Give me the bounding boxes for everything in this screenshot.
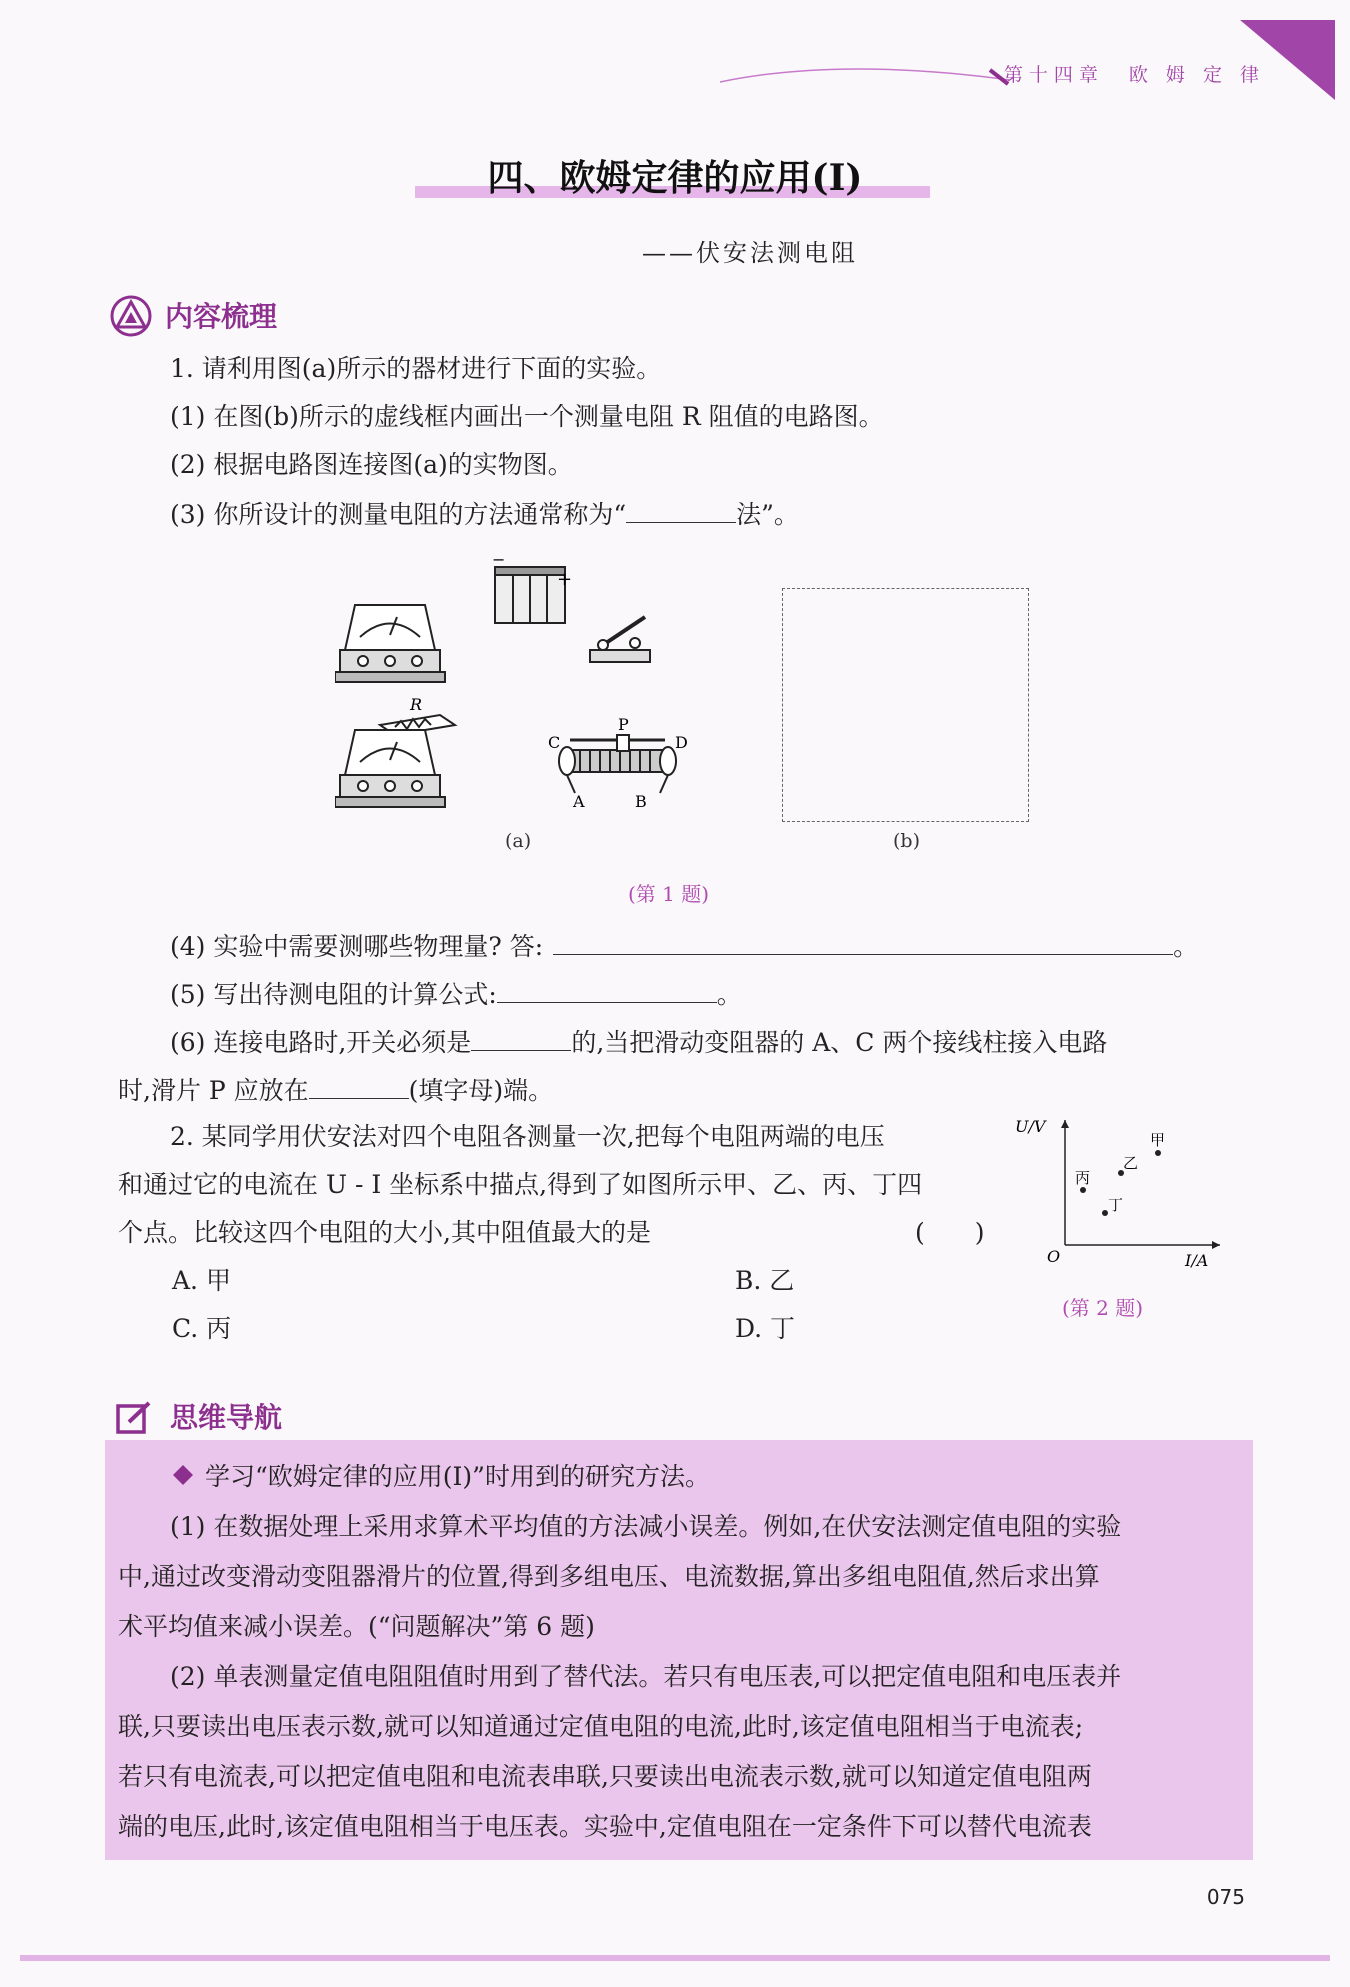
resistor-label: R: [410, 695, 423, 714]
option-a[interactable]: A. 甲: [172, 1266, 231, 1295]
header-swoosh: [720, 52, 1020, 92]
guide-p2-line2: 联,只要读出电压表示数,就可以知道通过定值电阻的电流,此时,该定值电阻相当于电流表;: [118, 1712, 1084, 1741]
q1-part5-end: 。: [716, 980, 742, 1009]
q2-line2: 和通过它的电流在 U - I 坐标系中描点,得到了如图所示甲、乙、丙、丁四: [118, 1170, 923, 1199]
answer-blank[interactable]: [553, 928, 1173, 955]
page-title: 四、欧姆定律的应用(Ⅰ): [487, 157, 863, 199]
chapter-header: 第十四章 欧 姆 定 律: [1003, 64, 1265, 86]
rheostat-a-label: A: [573, 792, 585, 811]
bottom-decoration: [20, 1955, 1330, 1961]
rheostat-c-label: C: [548, 733, 561, 752]
guide-p2-line4: 端的电压,此时,该定值电阻相当于电压表。实验中,定值电阻在一定条件下可以替代电流表: [118, 1812, 1092, 1841]
figure-a-apparatus: [335, 555, 715, 815]
q1-part6-line1: [170, 1024, 1107, 1060]
option-b[interactable]: B. 乙: [735, 1266, 795, 1295]
q1-part5-text: (5) 写出待测电阻的计算公式:: [170, 980, 497, 1009]
q2-line1: 2. 某同学用伏安法对四个电阻各测量一次,把每个电阻两端的电压: [170, 1122, 885, 1151]
ui-graph: [1015, 1110, 1230, 1270]
point-bing: [1080, 1187, 1086, 1193]
answer-bracket[interactable]: ( ): [915, 1218, 985, 1247]
q1-part5: [170, 976, 742, 1012]
q1-part4-text: (4) 实验中需要测哪些物理量? 答:: [170, 932, 544, 961]
q1-part3-text-b: 法”。: [736, 500, 799, 529]
answer-blank[interactable]: [471, 1024, 571, 1051]
point-jia: [1155, 1150, 1161, 1156]
edit-note-icon: [115, 1400, 153, 1436]
thinking-guide-box: [105, 1440, 1253, 1860]
point-ding-label: 丁: [1108, 1196, 1124, 1214]
page-number: 075: [1206, 1885, 1245, 1909]
section-heading-content: 内容梳理: [165, 300, 278, 333]
voltmeter-icon: [335, 730, 445, 807]
y-axis-label: U/V: [1015, 1117, 1046, 1136]
q1-part6-line2: [118, 1072, 553, 1108]
figure2-caption: (第 2 题): [1062, 1296, 1144, 1320]
battery-icon: [495, 567, 565, 623]
guide-p1-line1: (1) 在数据处理上采用求算术平均值的方法减小误差。例如,在伏安法测定值电阻的实验: [170, 1512, 1122, 1541]
circuit-drawing-box[interactable]: [782, 588, 1029, 822]
point-jia-label: 甲: [1150, 1131, 1166, 1149]
rheostat-b-label: B: [635, 792, 647, 811]
q1-part6-text-b: 的,当把滑动变阻器的 A、C 两个接线柱接入电路: [571, 1028, 1108, 1057]
q1-part6-text-a: (6) 连接电路时,开关必须是: [170, 1028, 472, 1057]
diamond-bullet-icon: [172, 1464, 194, 1486]
option-c[interactable]: C. 丙: [172, 1314, 232, 1343]
q1-part1: (1) 在图(b)所示的虚线框内画出一个测量电阻 R 阻值的电路图。: [170, 402, 884, 431]
switch-icon: [590, 617, 650, 662]
guide-p2-line1: (2) 单表测量定值电阻阻值时用到了替代法。若只有电压表,可以把定值电阻和电压表并: [170, 1662, 1122, 1691]
figure-a-label: (a): [505, 830, 532, 852]
figure-b-label: (b): [893, 830, 920, 852]
triangle-logo-icon: [110, 295, 152, 337]
x-axis-label: I/A: [1185, 1251, 1209, 1270]
guide-intro: 学习“欧姆定律的应用(Ⅰ)”时用到的研究方法。: [205, 1462, 710, 1491]
origin-label: O: [1047, 1247, 1061, 1266]
guide-p1-line3: 术平均值来减小误差。(“问题解决”第 6 题): [118, 1612, 595, 1641]
q2-line3: 个点。比较这四个电阻的大小,其中阻值最大的是: [118, 1218, 651, 1247]
point-yi-label: 乙: [1123, 1154, 1139, 1172]
guide-p1-line2: 中,通过改变滑动变阻器滑片的位置,得到多组电压、电流数据,算出多组电阻值,然后求出算: [118, 1562, 1100, 1591]
q1-part3-text-a: (3) 你所设计的测量电阻的方法通常称为“: [170, 500, 627, 529]
answer-blank[interactable]: [626, 496, 736, 523]
q1-stem: 1. 请利用图(a)所示的器材进行下面的实验。: [170, 354, 662, 383]
battery-minus-label: −: [492, 555, 506, 569]
answer-blank[interactable]: [497, 976, 717, 1003]
battery-plus-label: +: [557, 569, 573, 590]
q1-part6-text-d: (填字母)端。: [408, 1076, 554, 1105]
section-heading-thinking: 思维导航: [170, 1401, 283, 1434]
answer-blank[interactable]: [309, 1072, 409, 1099]
rheostat-d-label: D: [675, 733, 688, 752]
page-subtitle: ——伏安法测电阻: [642, 239, 858, 267]
point-bing-label: 丙: [1075, 1169, 1091, 1187]
ammeter-icon: [335, 605, 445, 682]
rheostat-icon: [559, 735, 676, 793]
rheostat-p-label: P: [618, 715, 629, 734]
q1-part4: [170, 928, 1198, 964]
q1-part4-end: 。: [1173, 932, 1199, 961]
q1-part6-text-c: 时,滑片 P 应放在: [118, 1076, 309, 1105]
option-d[interactable]: D. 丁: [735, 1314, 796, 1343]
guide-p2-line3: 若只有电流表,可以把定值电阻和电流表串联,只要读出电流表示数,就可以知道定值电阻两: [118, 1762, 1092, 1791]
q1-part2: (2) 根据电路图连接图(a)的实物图。: [170, 450, 573, 479]
q1-part3: [170, 496, 799, 532]
figure1-caption: (第 1 题): [628, 882, 710, 906]
